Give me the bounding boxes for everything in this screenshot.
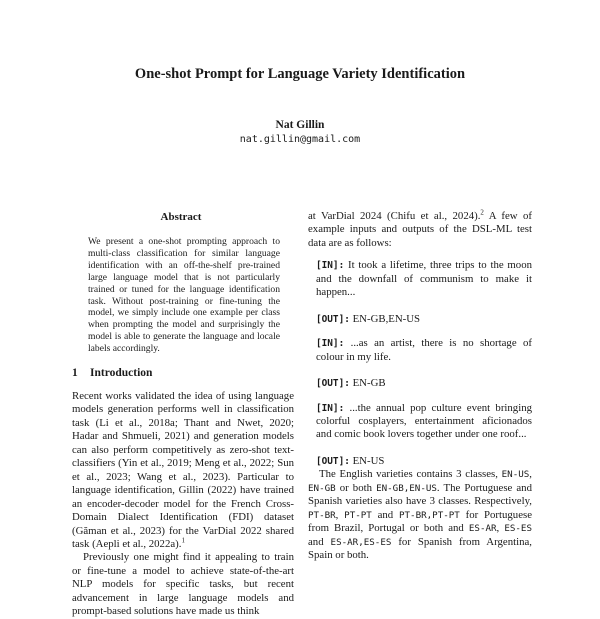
output-text: EN-GB xyxy=(352,377,386,390)
footnote-marker: 1 xyxy=(181,536,185,545)
example-input xyxy=(316,337,532,364)
example-output xyxy=(316,455,532,468)
example-input xyxy=(316,402,532,442)
example-input xyxy=(316,259,532,299)
input-tag: [IN]: xyxy=(316,260,345,272)
label-code: EN-US xyxy=(501,469,530,481)
output-tag: [OUT]: xyxy=(316,313,350,325)
input-text: It took a lifetime, three trips to the moon and the downfall of communism to make it happen... xyxy=(316,259,532,299)
example-output xyxy=(316,377,532,390)
output-text: EN-GB,EN-US xyxy=(352,312,421,325)
section-number: 1 xyxy=(72,367,78,379)
input-text: ...the annual pop culture event bringing colorful cosplayers, entertainment aficionados and comic book lovers together under one roof... xyxy=(316,401,533,441)
right-intro-paragraph: at VarDial 2024 (Chifu et al., 2024).$^2$ A few of example inputs and outputs of the DSL-ML test data are as follows: xyxy=(308,208,532,249)
introduction-body xyxy=(72,390,294,619)
output-tag: [OUT]: xyxy=(316,455,350,467)
output-text: EN-US xyxy=(352,454,385,467)
author-email: nat.gillin@gmail.com xyxy=(239,134,361,145)
label-code: PT-BR xyxy=(308,509,336,521)
label-code: EN-GB,EN-US xyxy=(376,482,437,494)
label-code: ES-AR,ES-ES xyxy=(330,536,392,548)
label-code: ES-AR xyxy=(468,523,497,535)
input-tag: [IN]: xyxy=(316,402,345,414)
paper-title: One-shot Prompt for Language Variety Identification xyxy=(134,66,466,82)
label-description-paragraph: The English varieties contains 3 classes, EN-US, EN-GB or both EN-GB,EN-US. The Portuguese and Spanish varieties also have 3 classes. Respectively, PT-BR, PT-PT and PT-BR,PT-PT for Portuguese from Brazil, Portugal or both and ES-AR, ES-ES and ES-AR,ES-ES for Spanish from Argentina, Spain or both. xyxy=(308,468,532,562)
intro-paragraph-1: Recent works validated the idea of using language models generation performs well in classification task (Li et al., 2018a; Thant and Nwet, 2020; Hadar and Shmueli, 2021) and generation models can also perform competitively as zero-shot text-classifiers (Yin et al., 2019; Meng et al., 2022; Sun et al., 2023; Wang et al., 2023). Particular to language identification, Gillin (2022) have trained an encoder-decoder model for the French Cross-Domain Dialect Identification (FDI) dataset (Găman et al., 2023) for the VarDial 2022 shared task (Aepli et al., 2022a).$^1$ xyxy=(72,390,294,550)
footnote-marker: 2 xyxy=(480,208,484,217)
example-output xyxy=(316,313,532,326)
intro-paragraph-2: Previously one might find it appealing to train or fine-tune a model to achieve state-of-the-art NLP models for specific tasks, but recent advancement in large language models and prompt-based solutions have made us think xyxy=(72,551,294,618)
abstract-text: We present a one-shot prompting approach to multi-class classification for similar language identification with an off-the-shelf pre-trained large language model that is not particularly trained or tuned for the language identification task. Without post-training or fine-tuning the model, we simply include one example per class when prompting the model and surprisingly the model is able to generate the language and locale labels accordingly. xyxy=(88,236,280,355)
section-heading-introduction xyxy=(72,367,292,379)
label-code: PT-BR,PT-PT xyxy=(398,509,460,521)
right-column xyxy=(308,210,532,563)
output-tag: [OUT]: xyxy=(316,378,350,390)
label-code: EN-GB xyxy=(308,482,336,494)
input-tag: [IN]: xyxy=(316,338,345,350)
abstract-heading: Abstract xyxy=(160,211,202,223)
label-code: ES-ES xyxy=(504,523,532,535)
label-code: PT-PT xyxy=(344,509,372,521)
section-title: Introduction xyxy=(90,367,153,379)
input-text: ...as an artist, there is no shortage of colour in my life. xyxy=(316,337,532,363)
author-name: Nat Gillin xyxy=(275,119,325,131)
